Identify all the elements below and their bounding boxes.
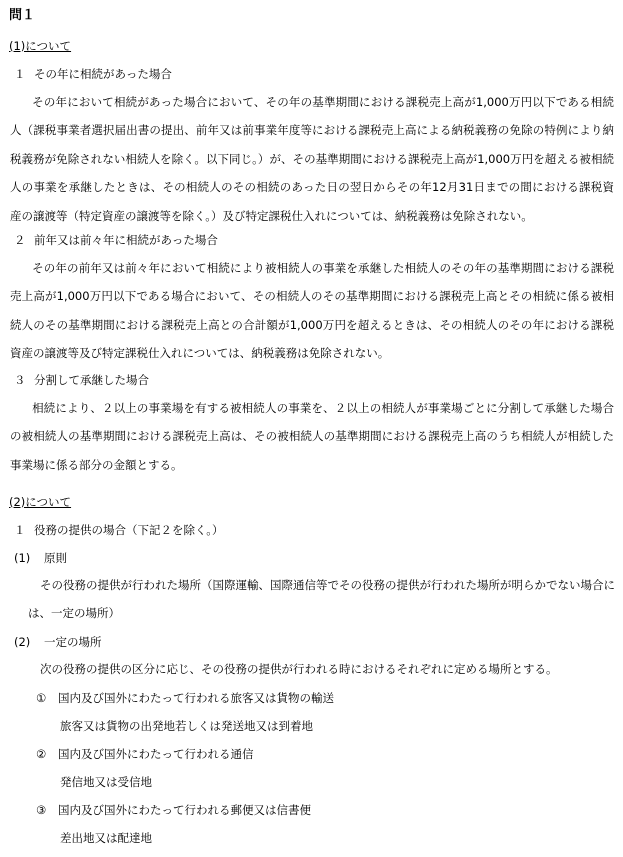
- subsection-2-heading: [14, 634, 102, 650]
- list-item-2-heading: [36, 746, 254, 762]
- section-1-item-2-paragraph: [10, 254, 614, 368]
- subsection-number: (1): [14, 551, 31, 565]
- subsection-1-text: [28, 571, 616, 627]
- question-title: 問１: [9, 8, 36, 23]
- paragraph-text: その役務の提供が行われた場所（国際運輸、国際通信等でその役務の提供が行われた場所が明らかでない場合には、一定の場所）: [28, 578, 615, 620]
- list-title: 国内及び国外にわたって行われる旅客又は貨物の輸送: [58, 691, 334, 705]
- list-number: ③: [36, 803, 47, 817]
- section-1-item-3-heading: [14, 372, 149, 388]
- section-1-item-1-paragraph: [10, 88, 614, 230]
- item-title: その年に相続があった場合: [34, 67, 172, 81]
- subsection-2-text: [28, 655, 616, 683]
- subsection-title: 一定の場所: [44, 635, 102, 649]
- item-number: ３: [14, 373, 26, 387]
- item-title: 役務の提供の場合（下記２を除く。）: [34, 523, 224, 537]
- section-2-heading: (2)について: [9, 495, 72, 509]
- item-title: 前年又は前々年に相続があった場合: [34, 233, 218, 247]
- paragraph-text: 相続により、２以上の事業場を有する被相続人の事業を、２以上の相続人が事業場ごとに分割して承継した場合の被相続人の基準期間における課税売上高は、その被相続人の基準期間における課税売上高のうち相続人が相続した事業場に係る部分の金額とする。: [10, 401, 614, 472]
- section-1-item-2-heading: [14, 232, 218, 248]
- paragraph-text: 次の役務の提供の区分に応じ、その役務の提供が行われる時におけるそれぞれに定める場所とする。: [40, 662, 558, 676]
- item-number: １: [14, 67, 26, 81]
- section-1-item-3-paragraph: [10, 394, 614, 479]
- list-item-1-body: 旅客又は貨物の出発地若しくは発送地又は到着地: [60, 719, 313, 733]
- list-item-3-body: 差出地又は配達地: [60, 831, 152, 845]
- list-number: ②: [36, 747, 47, 761]
- subsection-1-heading: [14, 550, 67, 566]
- list-title: 国内及び国外にわたって行われる郵便又は信書便: [58, 803, 311, 817]
- subsection-number: (2): [14, 635, 31, 649]
- item-number: １: [14, 523, 26, 537]
- list-item-1-heading: [36, 690, 334, 706]
- subsection-title: 原則: [44, 551, 67, 565]
- section-1-item-1-heading: [14, 66, 172, 82]
- section-1-heading: (1)について: [9, 39, 72, 53]
- item-number: ２: [14, 233, 26, 247]
- section-2-item-1-heading: [14, 522, 224, 538]
- paragraph-text: その年の前年又は前々年において相続により被相続人の事業を承継した相続人のその年の基準期間における課税売上高が1,000万円以下である場合において、その相続人のその基準期間における課税売上高とその相続に係る被相続人のその基準期間における課税売上高との合計額が1,000万円を超えるときは、その相続人のその年における課税資産の譲渡等及び特定課税仕入れについては、納税義務は免除されない。: [10, 261, 614, 361]
- list-number: ①: [36, 691, 47, 705]
- paragraph-text: その年において相続があった場合において、その年の基準期間における課税売上高が1,000万円以下である相続人（課税事業者選択届出書の提出、前年又は前事業年度等における課税売上高による納税義務の免除の特例により納税義務が免除されない相続人を除く。以下同じ。）が、その基準期間における課税売上高が1,000万円を超える被相続人の事業を承継したときは、その相続人のその相続のあった日の翌日からその年12月31日までの間における課税資産の譲渡等（特定資産の譲渡等を除く。）及び特定課税仕入れについては、納税義務は免除されない。: [10, 95, 614, 223]
- list-item-2-body: 発信地又は受信地: [60, 775, 152, 789]
- list-title: 国内及び国外にわたって行われる通信: [58, 747, 254, 761]
- item-title: 分割して承継した場合: [34, 373, 149, 387]
- list-item-3-heading: [36, 802, 311, 818]
